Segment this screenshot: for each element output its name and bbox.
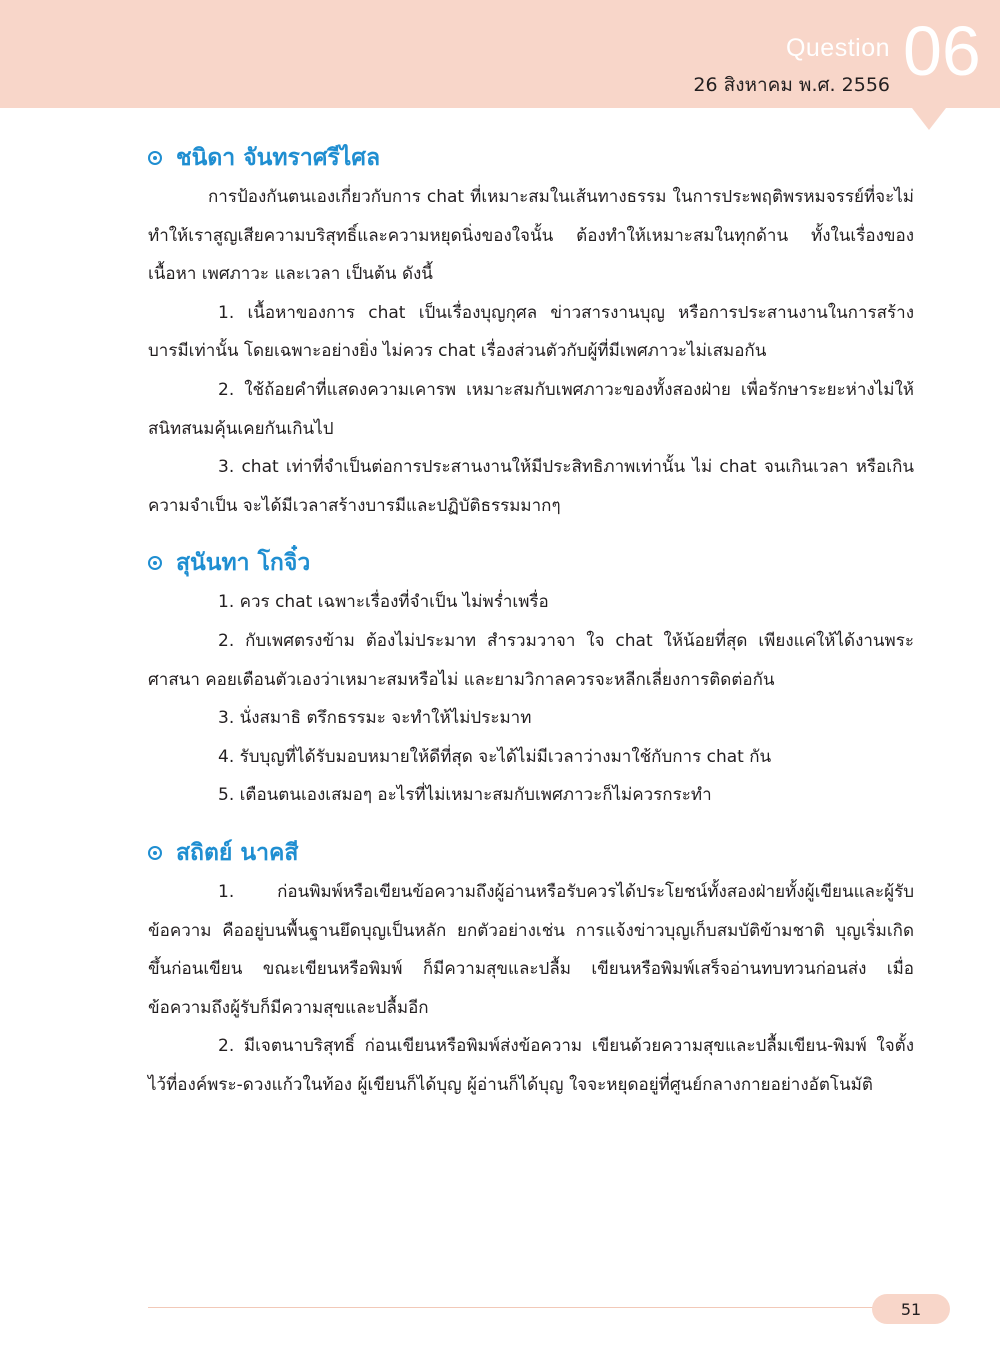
author-name: สถิตย์ นาคสี (176, 839, 299, 866)
list-item: 4. รับบุญที่ได้รับมอบหมายให้ดีที่สุด จะได้ไม่มีเวลาว่างมาใช้กับการ chat กัน (218, 746, 772, 767)
page-number-badge (872, 1294, 950, 1324)
circle-bullet-icon (148, 846, 162, 860)
footer-rule (148, 1307, 908, 1308)
list-item: 2. มีเจตนาบริสุทธิ์ ก่อนเขียนหรือพิมพ์ส่งข้อความ เขียนด้วยความสุขและปลื้มเขียน-พิมพ์ ใจตั้งไว้ที่องค์พระ-ดวงแก้วในท้อง ผู้เขียนก็ได้บุญ ผู้อ่านก็ได้บุญ ใจจะหยุดอยู่ที่ศูนย์กลางกายอย่างอัตโนมัติ (148, 1036, 914, 1095)
author-name: สุนันทา โกจิ๋ว (176, 550, 311, 577)
author-name: ชนิดา จันทราศรีไศล (176, 145, 381, 171)
page-number: 51 (900, 1299, 922, 1319)
section-heading (148, 835, 914, 871)
question-date: 26 สิงหาคม พ.ศ. 2556 (693, 74, 890, 96)
list-item: 5. เตือนตนเองเสมอๆ อะไรที่ไม่เหมาะสมกับเพศภาวะก็ไม่ควรกระทำ (218, 785, 712, 806)
list-item: 1. เนื้อหาของการ chat เป็นเรื่องบุญกุศล ข่าวสารงานบุญ หรือการประสานงานในการสร้างบารมีเท่านั้น โดยเฉพาะอย่างยิ่ง ไม่ควร chat เรื่องส่วนตัวกับผู้ที่มีเพศภาวะไม่เสมอกัน (148, 302, 914, 362)
list-item: 1. ควร chat เฉพาะเรื่องที่จำเป็น ไม่พร่ำเพรื่อ (218, 592, 549, 613)
paragraph: การป้องกันตนเองเกี่ยวกับการ chat ที่เหมาะสมในเส้นทางธรรม ในการประพฤติพรหมจรรย์ที่จะไม่ทำให้เราสูญเสียความบริสุทธิ์และความหยุดนิ่งของใจนั้น ต้องทำให้เหมาะสมในทุกด้าน ทั้งในเรื่องของเนื้อหา เพศภาวะ และเวลา เป็นต้น ดังนี้ (148, 187, 914, 285)
list-item: 1. ก่อนพิมพ์หรือเขียนข้อความถึงผู้อ่านหรือรับควรได้ประโยชน์ทั้งสองฝ่ายทั้งผู้เขียนและผู้รับข้อความ คืออยู่บนพื้นฐานยึดบุญเป็นหลัก ยกตัวอย่างเช่น การแจ้งข่าวบุญเก็บสมบัติข้ามชาติ บุญเริ่มเกิดขึ้นก่อนเขียน ขณะเขียนหรือพิมพ์ ก็มีความสุขและปลื้ม เขียนหรือพิมพ์เสร็จอ่านทบทวนก่อนส่ง เมื่อข้อความถึงผู้รับก็มีความสุขและปลื้มอีก (148, 881, 914, 1018)
section-heading (148, 140, 914, 176)
header-tab-pointer (912, 108, 946, 130)
section-heading (148, 545, 914, 581)
list-item: 2. ใช้ถ้อยคำที่แสดงความเคารพ เหมาะสมกับเพศภาวะของทั้งสองฝ่าย เพื่อรักษาระยะห่างไม่ให้สนิทสนมคุ้นเคยกันเกินไป (148, 379, 914, 439)
list-item: 3. chat เท่าที่จำเป็นต่อการประสานงานให้มีประสิทธิภาพเท่านั้น ไม่ chat จนเกินเวลา หรือเกินความจำเป็น จะได้มีเวลาสร้างบารมีและปฏิบัติธรรมมากๆ (148, 457, 914, 516)
section-sathit (148, 835, 914, 1105)
question-number: 06 (903, 12, 981, 90)
article-body (148, 140, 914, 1124)
section-sunantha (148, 545, 914, 815)
circle-bullet-icon (148, 151, 162, 165)
circle-bullet-icon (148, 556, 162, 570)
list-item: 3. นั่งสมาธิ ตรึกธรรมะ จะทำให้ไม่ประมาท (218, 708, 532, 729)
section-chanida (148, 140, 914, 525)
header-band (0, 0, 1000, 108)
list-item: 2. กับเพศตรงข้าม ต้องไม่ประมาท สำรวมวาจา ใจ chat ให้น้อยที่สุด เพียงแค่ให้ได้งานพระศาสนา คอยเตือนตัวเองว่าเหมาะสมหรือไม่ และยามวิกาลควรจะหลีกเลี่ยงการติดต่อกัน (148, 630, 914, 690)
question-label: Question (785, 34, 890, 62)
